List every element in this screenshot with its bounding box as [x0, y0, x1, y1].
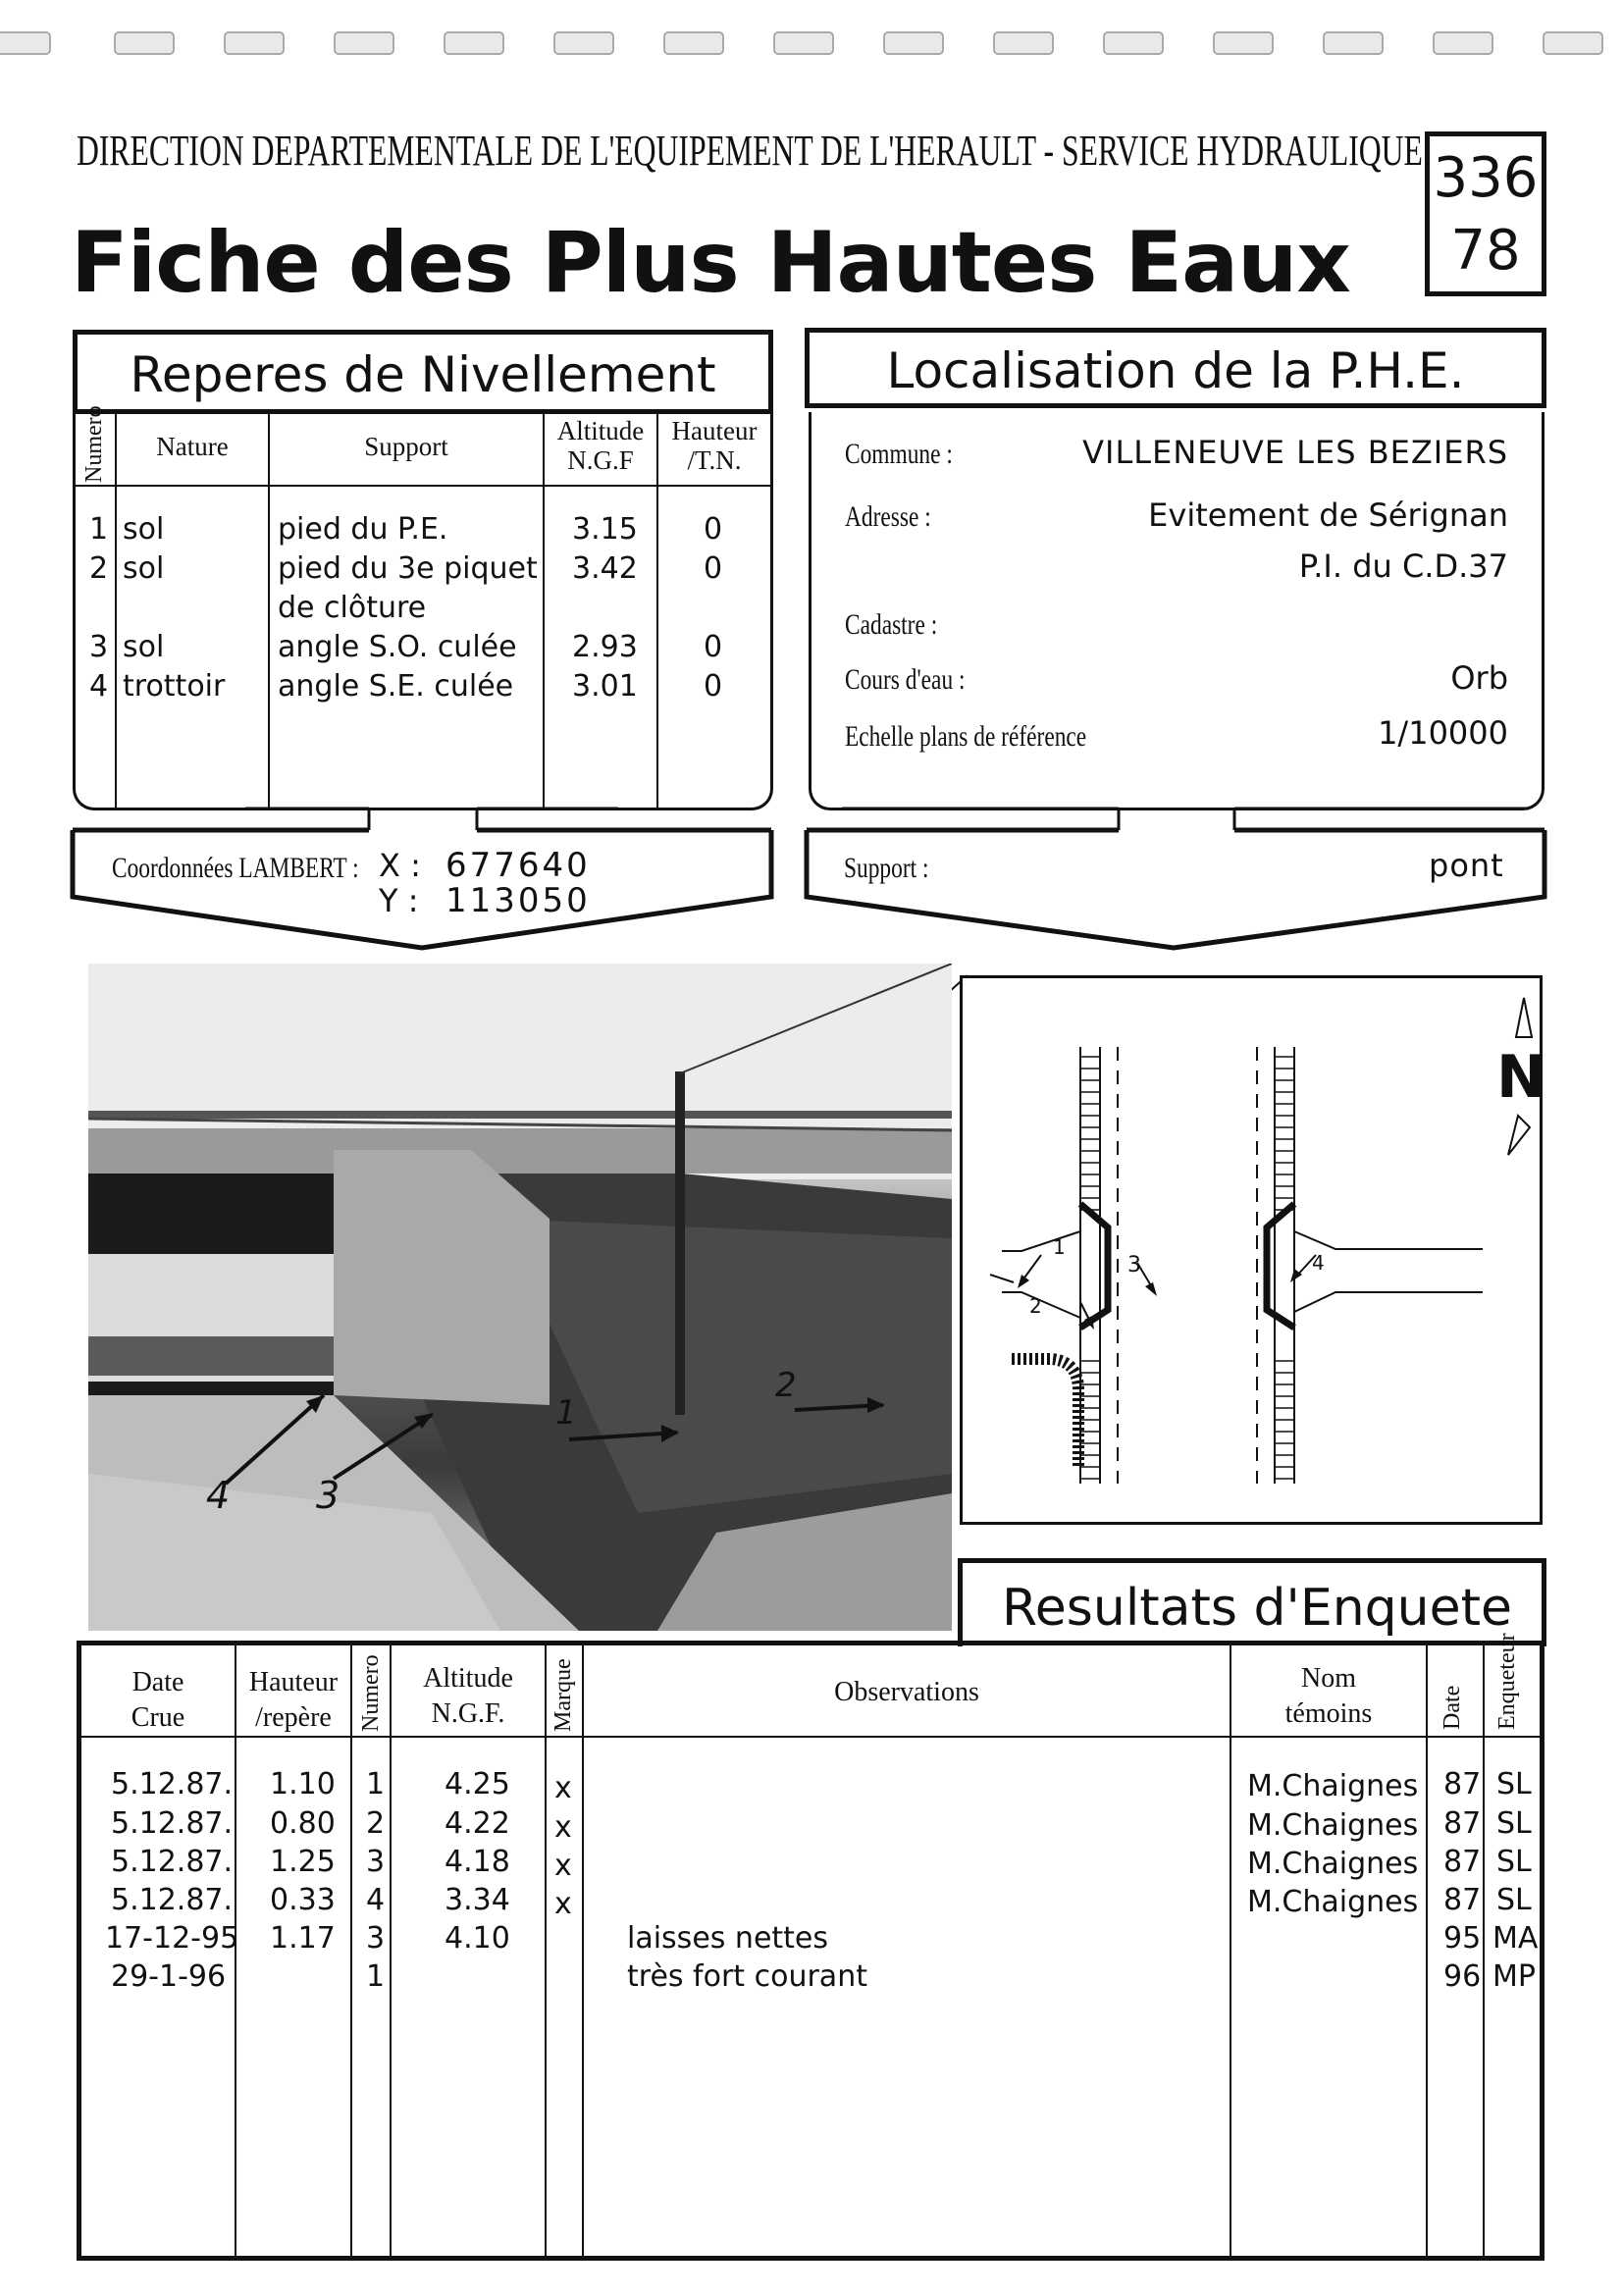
res-date: 29-1-96	[111, 1959, 227, 1994]
photo-mark-2: 2	[775, 1366, 797, 1405]
localisation-title: Localisation de la P.H.E.	[886, 342, 1465, 399]
adresse-line1: Evitement de Sérignan	[1148, 496, 1508, 534]
rep-hauteur: 0	[704, 551, 723, 586]
lambert-label: Coordonnées LAMBERT :	[112, 852, 359, 884]
res-numero: 3	[366, 1921, 386, 1956]
header-numero: Numero	[81, 405, 107, 483]
header-nature: Nature	[156, 432, 229, 461]
rep-nature: trottoir	[123, 669, 226, 704]
header-date: Date	[1440, 1685, 1465, 1730]
fiche-number-box	[1425, 131, 1546, 296]
res-numero: 1	[366, 1767, 386, 1801]
rep-support: angle S.E. culée	[278, 669, 514, 704]
header-nom-2: témoins	[1284, 1698, 1373, 1729]
cadastre-label: Cadastre :	[845, 608, 938, 641]
reperes-title: Reperes de Nivellement	[130, 346, 716, 403]
binder-hole	[993, 31, 1054, 55]
res-altitude: 3.34	[445, 1883, 510, 1917]
header-numero: Numero	[358, 1654, 384, 1732]
header-hauteur-1: Hauteur	[248, 1667, 339, 1697]
res-hauteur: 0.33	[270, 1883, 336, 1917]
res-observations: laisses nettes	[627, 1921, 829, 1956]
res-numero: 1	[366, 1959, 386, 1994]
photo-mark-3: 3	[316, 1474, 340, 1517]
res-nom: M.Chaignes	[1247, 1769, 1419, 1803]
res-enqueteur: MA	[1492, 1921, 1539, 1956]
res-annee: 95	[1443, 1921, 1482, 1956]
north-arrow-icon: N	[1496, 1043, 1546, 1112]
binder-hole	[883, 31, 944, 55]
photo-illustration	[88, 964, 952, 1631]
header-enqueteur: Enqueteur	[1494, 1633, 1520, 1730]
header-support: Support	[364, 432, 448, 461]
res-enqueteur: MP	[1492, 1959, 1536, 1994]
binder-hole	[334, 31, 394, 55]
header-altitude: Altitude N.G.F	[556, 416, 645, 475]
sketch-label-4: 4	[1312, 1251, 1325, 1275]
res-annee: 87	[1443, 1845, 1482, 1879]
reperes-table	[73, 405, 773, 810]
res-hauteur: 1.25	[270, 1845, 336, 1879]
rep-nature: sol	[123, 551, 165, 586]
rep-hauteur: 0	[704, 512, 723, 547]
binder-holes	[0, 31, 1623, 57]
res-enqueteur: SL	[1496, 1806, 1532, 1841]
header-hauteur-2: /repère	[255, 1702, 332, 1733]
res-enqueteur: SL	[1496, 1767, 1532, 1801]
sketch-label-1: 1	[1053, 1235, 1066, 1259]
binder-hole	[0, 31, 51, 55]
site-photograph	[88, 964, 952, 1631]
res-marque: x	[554, 1810, 572, 1845]
binder-hole	[224, 31, 285, 55]
res-date: 5.12.87.	[111, 1806, 234, 1841]
header-altitude-2: N.G.F.	[431, 1698, 505, 1729]
res-enqueteur: SL	[1496, 1845, 1532, 1879]
rep-num: 3	[89, 630, 109, 664]
rep-support-line2: de clôture	[278, 591, 427, 625]
header-marque: Marque	[550, 1658, 576, 1732]
rep-altitude: 2.93	[572, 630, 638, 664]
res-annee: 87	[1443, 1806, 1482, 1841]
header-altitude-1: Altitude	[423, 1663, 513, 1694]
rep-num: 2	[89, 551, 109, 586]
cours-label: Cours d'eau :	[845, 663, 966, 696]
res-numero: 4	[366, 1883, 386, 1917]
photo-mark-4: 4	[206, 1474, 231, 1517]
support-value: pont	[1429, 847, 1504, 884]
binder-hole	[663, 31, 724, 55]
resultats-table	[77, 1633, 1544, 2261]
binder-hole	[553, 31, 614, 55]
binder-hole	[444, 31, 504, 55]
sketch-drawing	[963, 978, 1540, 1522]
page-title: Fiche des Plus Hautes Eaux	[71, 214, 1350, 312]
res-numero: 2	[366, 1806, 386, 1841]
binder-hole	[1103, 31, 1164, 55]
rep-altitude: 3.01	[572, 669, 638, 704]
adresse-label: Adresse :	[845, 500, 931, 533]
rep-support: pied du 3e piquet	[278, 551, 538, 586]
res-altitude: 4.10	[445, 1921, 510, 1956]
department-header: DIRECTION DEPARTEMENTALE DE L'EQUIPEMENT DE L'HERAULT - SERVICE HYDRAULIQUE	[77, 127, 1423, 175]
res-hauteur: 1.17	[270, 1921, 336, 1956]
lambert-y-value: 113050	[445, 881, 591, 920]
res-altitude: 4.25	[445, 1767, 510, 1801]
res-nom: M.Chaignes	[1247, 1808, 1419, 1843]
header-nom-1: Nom	[1301, 1663, 1356, 1694]
commune-value: VILLENEUVE LES BEZIERS	[1082, 434, 1508, 471]
binder-hole	[773, 31, 834, 55]
cours-value: Orb	[1450, 659, 1508, 697]
binder-hole	[1433, 31, 1493, 55]
rep-num: 1	[89, 512, 109, 547]
localisation-panel	[809, 412, 1544, 810]
res-enqueteur: SL	[1496, 1883, 1532, 1917]
res-marque: x	[554, 1887, 572, 1921]
header-date-crue-2: Crue	[131, 1702, 185, 1733]
fiche-number: 336	[1433, 146, 1539, 210]
sketch-label-3: 3	[1127, 1253, 1141, 1278]
lambert-x-value: 677640	[445, 846, 591, 885]
location-sketch	[960, 975, 1546, 1525]
binder-hole	[114, 31, 175, 55]
binder-hole	[1543, 31, 1603, 55]
res-date: 5.12.87.	[111, 1845, 234, 1879]
res-altitude: 4.22	[445, 1806, 510, 1841]
res-nom: M.Chaignes	[1247, 1885, 1419, 1919]
support-label: Support :	[844, 852, 929, 884]
rep-num: 4	[89, 669, 109, 704]
res-marque: x	[554, 1849, 572, 1883]
res-date: 5.12.87.	[111, 1883, 234, 1917]
lambert-y-label: Y :	[379, 882, 419, 919]
reperes-title-box	[73, 330, 773, 414]
rep-support: pied du P.E.	[278, 512, 448, 547]
rep-hauteur: 0	[704, 669, 723, 704]
res-marque: x	[554, 1771, 572, 1805]
binder-hole	[1213, 31, 1274, 55]
resultats-title: Resultats d'Enquete	[1002, 1579, 1512, 1638]
header-observations: Observations	[834, 1677, 979, 1707]
resultats-title-box	[958, 1558, 1546, 1646]
rep-hauteur: 0	[704, 630, 723, 664]
header-date-crue-1: Date	[131, 1667, 184, 1697]
rep-altitude: 3.42	[572, 551, 638, 586]
rep-altitude: 3.15	[572, 512, 638, 547]
res-nom: M.Chaignes	[1247, 1847, 1419, 1881]
res-altitude: 4.18	[445, 1845, 510, 1879]
rep-nature: sol	[123, 630, 165, 664]
rep-nature: sol	[123, 512, 165, 547]
rep-support: angle S.O. culée	[278, 630, 517, 664]
fiche-year: 78	[1450, 219, 1521, 283]
adresse-line2: P.I. du C.D.37	[1298, 548, 1508, 585]
res-annee: 87	[1443, 1767, 1482, 1801]
echelle-value: 1/10000	[1378, 714, 1508, 752]
res-observations: très fort courant	[627, 1959, 867, 1994]
res-hauteur: 0.80	[270, 1806, 336, 1841]
sketch-label-2: 2	[1029, 1294, 1042, 1318]
res-annee: 96	[1443, 1959, 1482, 1994]
echelle-label: Echelle plans de référence	[845, 720, 1087, 753]
res-date: 5.12.87.	[111, 1767, 234, 1801]
res-annee: 87	[1443, 1883, 1482, 1917]
photo-mark-1: 1	[555, 1393, 577, 1433]
res-numero: 3	[366, 1845, 386, 1879]
binder-hole	[1323, 31, 1384, 55]
localisation-title-box	[805, 328, 1546, 408]
commune-label: Commune :	[845, 438, 953, 470]
res-date: 17-12-95	[105, 1921, 239, 1956]
res-hauteur: 1.10	[270, 1767, 336, 1801]
lambert-x-label: X :	[379, 847, 421, 884]
header-hauteur: Hauteur /T.N.	[671, 416, 758, 475]
